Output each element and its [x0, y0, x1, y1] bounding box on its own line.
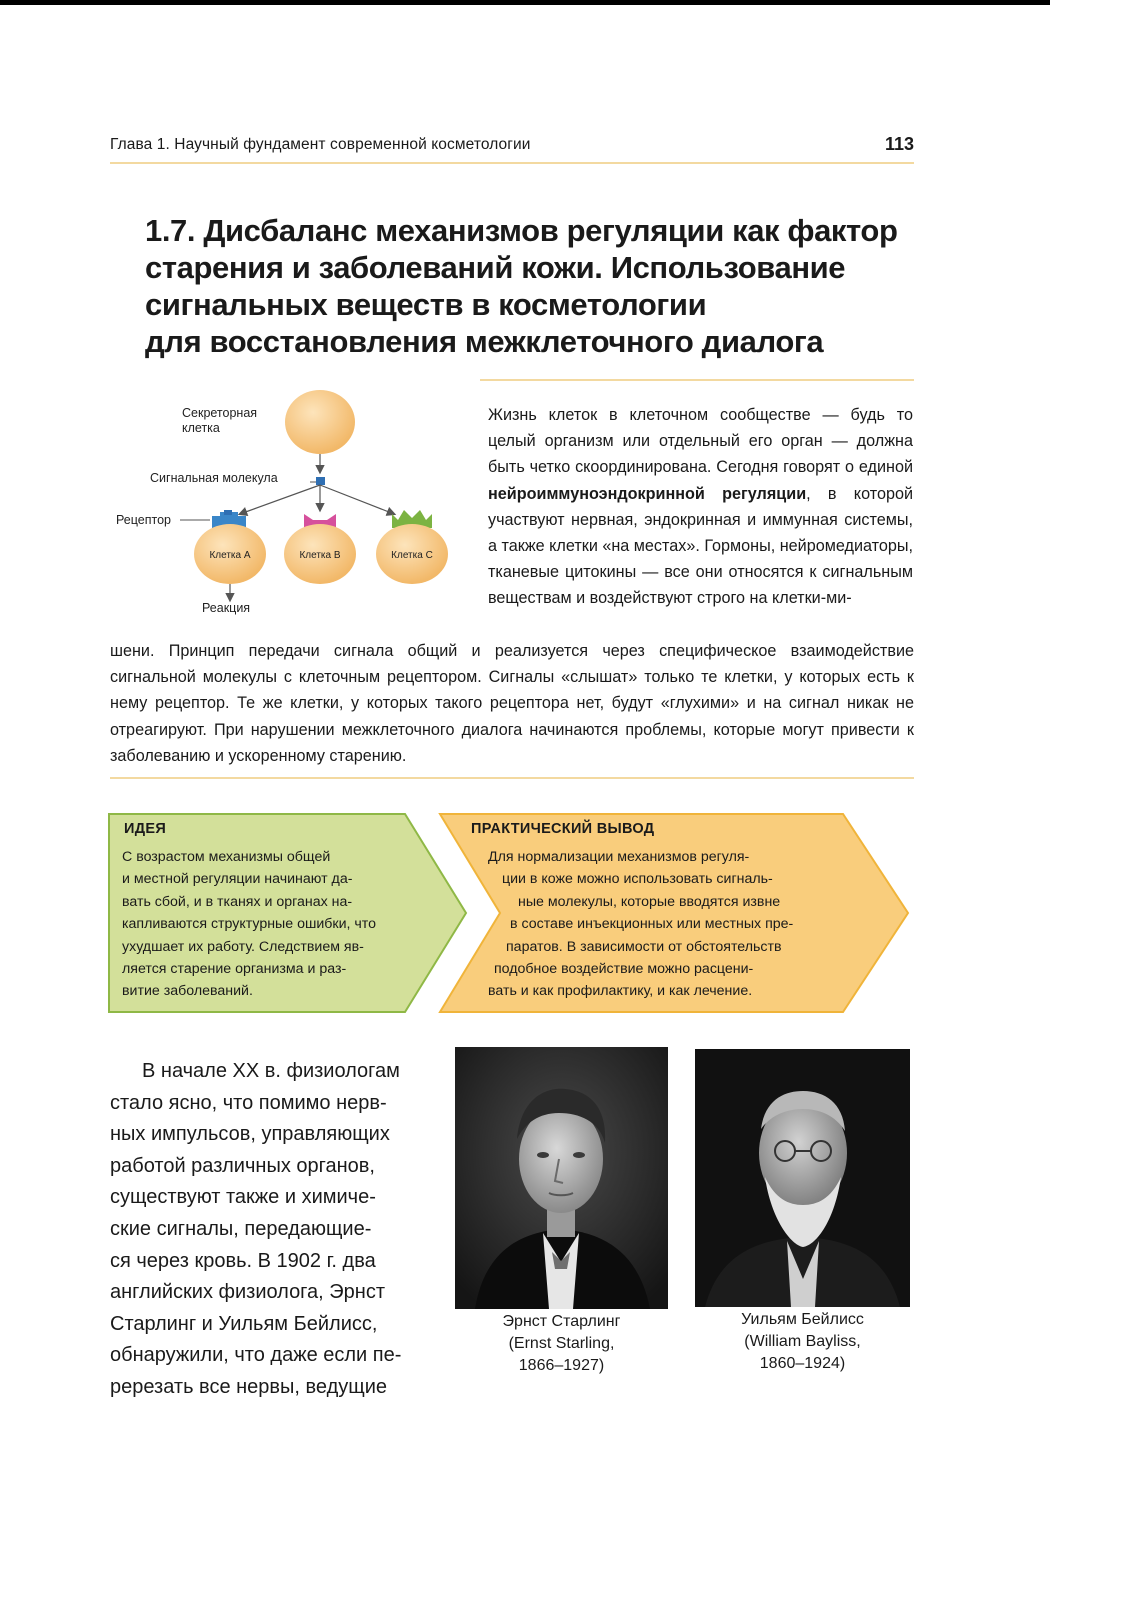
chapter-title: Глава 1. Научный фундамент современной косметологии — [110, 136, 531, 153]
practical-line: вать и как профилактику, и как лечение. — [488, 983, 753, 1000]
body-column — [110, 1056, 432, 1404]
practical-line: ные молекулы, которые вводятся извне — [518, 893, 781, 910]
idea-line: ухудшает их работу. Следствием яв- — [122, 938, 364, 955]
lead-text: Жизнь клеток в клеточном сообществе — будь то целый организм или отдельный его орган — должна быть четко скоординирована. Сегодня говорят о единой — [488, 406, 913, 477]
page-number: 113 — [884, 134, 914, 154]
caption-line: Эрнст Старлинг — [502, 1313, 621, 1330]
caption-starling — [455, 1311, 668, 1377]
body-line: работой различных органов, — [110, 1154, 375, 1177]
practical-line: ции в коже можно использовать сигналь- — [502, 871, 773, 888]
practical-line: Для нормализации механизмов регуля- — [488, 849, 750, 865]
lead-text: , в которой участвуют нервная, эндокринная и иммунная системы, а также клетки «на местах». Гормоны, нейромедиаторы, тканевые цитокины — все они относятся к сигнальным веществам и воздействуют строго на клетки-ми- — [488, 484, 914, 608]
caption-line: 1866–1927) — [518, 1357, 605, 1374]
practical-text — [488, 846, 868, 1003]
caption-line: 1860–1924) — [759, 1355, 846, 1372]
caption-line: (William Bayliss, — [744, 1333, 861, 1350]
reaction-label: Реакция — [202, 601, 251, 615]
idea-line: витие заболеваний. — [122, 983, 253, 1000]
portrait-starling — [455, 1047, 668, 1309]
idea-line: и местной регуляции начинают да- — [122, 871, 353, 888]
callout-boxes — [108, 813, 934, 1033]
section-title-line: для восстановления межклеточного диалога — [145, 324, 824, 359]
section-title-line: 1.7. Дисбаланс механизмов регуляции как фактор — [145, 213, 898, 248]
idea-line: ляется старение организма и раз- — [122, 961, 347, 978]
body-line: Старлинг и Уильям Бейлисс, — [110, 1312, 378, 1335]
practical-line: в составе инъекционных или местных пре- — [510, 916, 794, 933]
idea-heading: ИДЕЯ — [124, 821, 167, 837]
idea-line: С возрастом механизмы общей — [122, 849, 331, 865]
signaling-diagram — [110, 386, 470, 646]
cell-c-label: Клетка C — [391, 550, 433, 561]
caption-bayliss — [695, 1309, 910, 1375]
secretory-cell-label: Секреторная — [182, 406, 258, 420]
section-title-line: старения и заболеваний кожи. Использование — [145, 250, 846, 285]
lead-top-rule — [480, 379, 914, 381]
secretory-cell — [285, 390, 355, 454]
idea-line: вать сбой, и в тканях и органах на- — [122, 893, 353, 910]
body-line: обнаружили, что даже если пе- — [110, 1344, 402, 1367]
section-title — [145, 212, 925, 360]
body-line: существуют также и химиче- — [110, 1186, 376, 1209]
portrait-bayliss — [695, 1049, 910, 1307]
continuation-paragraph: шени. Принцип передачи сигнала общий и реализуется через специфическое взаимодействие сигнальной молекулы с клеточным рецептором. Сигналы «слышат» только те клетки, у которых есть к нему рецептор. Те же клетки, у которых такого рецептора нет, будут «глухими» и на сигнал никак не отреагируют. При нарушении межклеточного диалога начинаются проблемы, которые могут привести к заболеванию и ускоренному старению. — [110, 642, 914, 765]
body-line: английских физиолога, Эрнст — [110, 1281, 385, 1304]
practical-heading: ПРАКТИЧЕСКИЙ ВЫВОД — [471, 821, 655, 837]
portrait-starling-image — [455, 1047, 668, 1309]
signal-molecule-label: Сигнальная молекула — [150, 471, 278, 485]
body-line: ские сигналы, передающие- — [110, 1217, 372, 1240]
lead-bold-term: нейроиммуноэндокринной регуляции — [488, 484, 807, 503]
section-rule — [110, 777, 914, 779]
body-line: ререзать все нервы, ведущие — [110, 1375, 388, 1398]
cell-a-label: Клетка A — [209, 550, 251, 561]
practical-line: подобное воздействие можно расцени- — [494, 961, 754, 978]
portrait-bayliss-image — [695, 1049, 910, 1307]
section-title-line: сигнальных веществ в косметологии — [145, 287, 707, 322]
signal-molecule — [316, 477, 325, 485]
top-border — [0, 0, 1050, 5]
receptor-label: Рецептор — [116, 513, 171, 527]
header-rule — [110, 162, 914, 164]
body-line: ся через кровь. В 1902 г. два — [110, 1249, 376, 1272]
idea-text — [122, 846, 442, 1003]
caption-line: (Ernst Starling, — [508, 1335, 615, 1352]
body-line: В начале XX в. физиологам — [142, 1060, 400, 1082]
secretory-cell-label: клетка — [182, 421, 220, 435]
caption-line: Уильям Бейлисс — [741, 1311, 864, 1328]
body-line: ных импульсов, управляющих — [110, 1123, 390, 1146]
cell-b-label: Клетка B — [299, 550, 341, 561]
body-line: стало ясно, что помимо нерв- — [110, 1091, 387, 1114]
practical-line: паратов. В зависимости от обстоятельств — [506, 938, 782, 955]
lead-paragraph — [488, 402, 913, 612]
idea-line: капливаются структурные ошибки, что — [122, 916, 377, 933]
